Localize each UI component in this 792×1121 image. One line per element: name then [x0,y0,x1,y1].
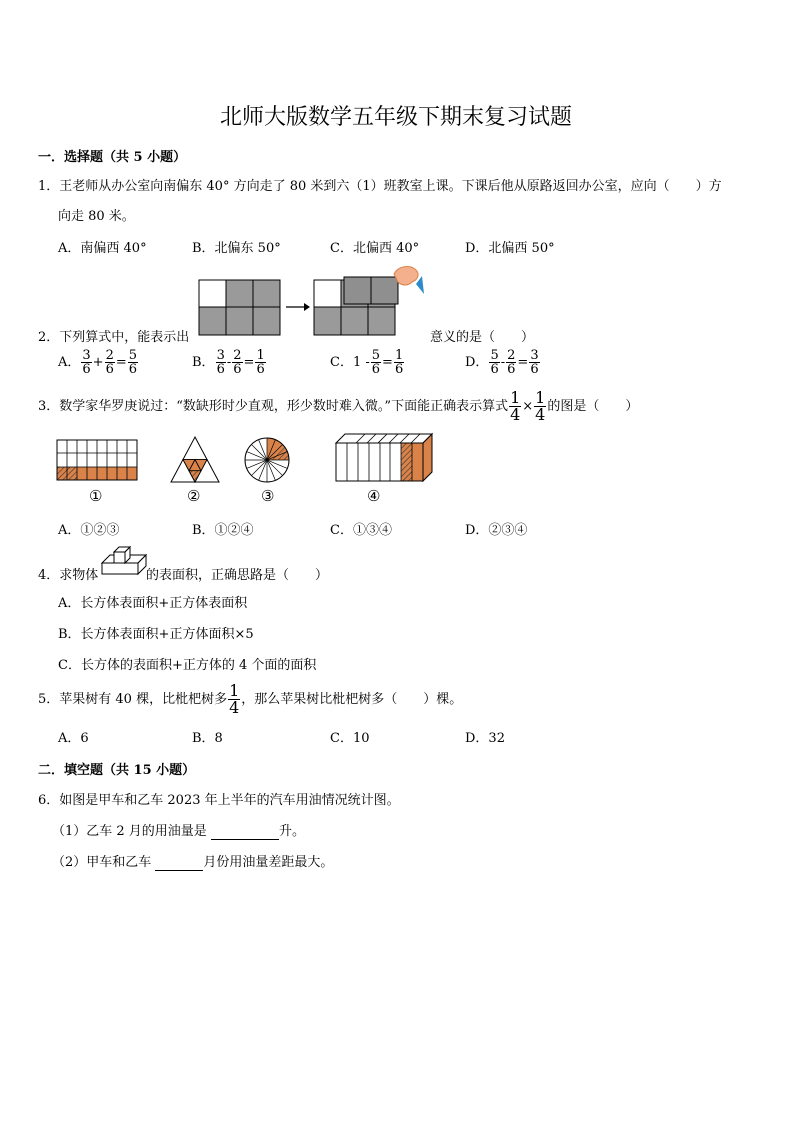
whole-number: 1 - [352,355,370,370]
frac-den: 4 [510,405,521,424]
times-sign: × [522,399,534,414]
q3-option-a[interactable]: A．①②③ [58,523,120,538]
q3-option-b[interactable]: B．①②④ [192,523,254,538]
question-3-text: 3．数学家华罗庚说过：“数缺形时少直观，形少数时难入微。”下面能正确表示算式 [38,399,509,414]
question-6-sub2 [52,851,333,871]
q1-option-d[interactable]: D．北偏西 50° [465,241,555,256]
operator: - [500,355,506,370]
frac-den: 6 [530,362,539,377]
frac-num: 1 [394,348,404,363]
question-6-text: 6．如图是甲车和乙车 2023 年上半年的汽车用油情况统计图。 [38,793,400,808]
frac-num: 2 [105,348,114,363]
frac-den: 6 [82,362,91,377]
frac-den: 6 [507,362,516,377]
question-5-prefix: 5．苹果树有 40 棵，比枇杷树多 [38,692,228,707]
frac-den: 6 [256,362,265,377]
equals: = [243,355,255,370]
frac-den: 6 [490,362,499,377]
frac-num: 5 [128,348,138,363]
question-3 [38,390,638,423]
frac-num: 3 [530,348,539,363]
q6-sub1-answer-blank[interactable] [211,824,279,840]
question-2-prefix: 2．下列算式中，能表示出 [38,330,190,345]
q6-sub2-suffix: 月份用油量差距最大。 [203,855,334,870]
q2-option-d-label: D． [465,355,489,370]
frac-num: 5 [371,348,381,363]
q1-option-b[interactable]: B．北偏东 50° [192,241,281,256]
equals: = [115,355,127,370]
frac-den: 4 [229,698,240,717]
q2-option-a[interactable] [58,349,139,376]
q3-figure-1-label: ① [89,487,103,505]
q3-figure-3-label: ③ [261,487,275,505]
frac-den: 6 [216,362,225,377]
q2-option-b[interactable] [192,349,267,376]
q4-option-c[interactable]: C．长方体的表面积+正方体的 4 个面的面积 [58,658,317,673]
q2-option-d[interactable] [465,349,541,376]
operator: - [226,355,232,370]
frac-den: 4 [535,405,546,424]
q3-figure-4-cuboid [336,434,432,482]
q3-option-d[interactable]: D．②③④ [465,523,528,538]
q3-figure-4-label: ④ [367,487,381,505]
q2-option-b-label: B． [192,355,215,370]
frac-num: 1 [229,681,240,700]
q3-figure-2-label: ② [187,487,201,505]
q3-figure-2-triangle [170,436,220,484]
q2-option-c[interactable] [330,349,405,376]
q1-option-c[interactable]: C．北偏西 40° [330,241,420,256]
equals: = [517,355,529,370]
frac-den: 6 [105,362,114,377]
page-title: 北师大版数学五年级下期末复习试题 [219,105,572,130]
question-3-suffix: 的图是（ ） [547,399,639,414]
q3-figure-3-circle [244,437,290,483]
q2-fraction-figure [198,264,430,340]
frac-num: 1 [535,388,546,407]
frac-num: 3 [216,348,225,363]
q5-option-c[interactable]: C．10 [330,731,370,746]
q2-option-a-label: A． [58,355,81,370]
question-4-suffix: 的表面积，正确思路是（ ） [146,568,329,583]
question-1-line2: 向走 80 米。 [58,209,135,224]
frac-den: 6 [128,362,138,377]
question-4-prefix: 4．求物体 [38,568,99,583]
q6-sub2-prefix: （2）甲车和乙车 [52,855,152,870]
frac-num: 2 [233,348,242,363]
frac-num: 1 [510,388,521,407]
operator: + [92,355,104,370]
q5-option-b[interactable]: B．8 [192,731,223,746]
question-6-sub1 [52,820,305,840]
frac-num: 3 [82,348,91,363]
q6-sub2-answer-blank[interactable] [155,855,203,871]
frac-den: 6 [233,362,242,377]
section-heading-choice: 一．选择题（共 5 小题） [38,150,187,165]
frac-num: 1 [256,348,265,363]
q5-option-a[interactable]: A．6 [58,731,89,746]
q5-option-d[interactable]: D．32 [465,731,505,746]
frac-den: 6 [394,362,404,377]
q3-option-c[interactable]: C．①③④ [330,523,392,538]
equals: = [382,355,393,370]
question-5-suffix: ，那么苹果树比枇杷树多（ ）棵。 [241,692,463,707]
q2-option-c-label: C． [330,355,353,370]
frac-num: 2 [507,348,516,363]
q4-option-b[interactable]: B．长方体表面积+正方体面积×5 [58,627,254,642]
frac-num: 5 [490,348,499,363]
q1-option-a[interactable]: A．南偏西 40° [58,241,147,256]
question-2-suffix: 意义的是（ ） [430,330,535,345]
q6-sub1-suffix: 升。 [278,824,305,839]
section-heading-fill-blank: 二．填空题（共 15 小题） [38,763,196,778]
question-1-line1: 1．王老师从办公室向南偏东 40° 方向走了 80 米到六（1）班教室上课。下课后他从原路返回办公室，应向（ ）方 [38,179,722,194]
q3-figure-1-grid [57,440,137,482]
q6-sub1-prefix: （1）乙车 2 月的用油量是 [52,824,207,839]
q4-solid-figure [102,546,146,576]
frac-den: 6 [371,362,381,377]
q4-option-a[interactable]: A．长方体表面积+正方体表面积 [58,596,248,611]
question-5 [38,683,462,716]
